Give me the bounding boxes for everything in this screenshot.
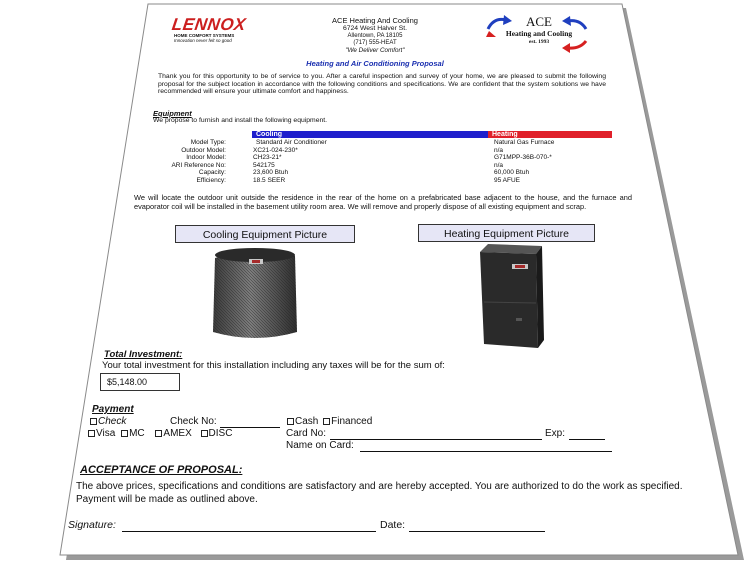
acceptance-heading: ACCEPTANCE OF PROPOSAL: [80, 464, 243, 476]
cooling-picture-label: Cooling Equipment Picture [175, 225, 355, 243]
cooling-header-bar: Cooling [252, 131, 488, 138]
amex-checkbox[interactable] [155, 430, 162, 437]
company-city: Allentown, PA 18105 [347, 32, 403, 39]
check-option[interactable] [90, 416, 126, 427]
company-street: 6724 West Halver St. [342, 25, 408, 32]
card-type-options [88, 428, 232, 439]
cooling-value: 18.5 SEER [253, 176, 286, 184]
company-address [300, 17, 450, 54]
acceptance-text: The above prices, specifications and conditions are satisfactory and are hereby accepted. You are authorized to do the work as specified. Payment will be made as outlined above. [76, 481, 683, 505]
heating-picture-label: Heating Equipment Picture [418, 224, 595, 242]
disc-checkbox[interactable] [201, 430, 208, 437]
name-on-card-label: Name on Card: [286, 440, 354, 451]
equipment-label: Outdoor Model: [181, 146, 226, 154]
heating-values [494, 139, 554, 184]
check-checkbox[interactable] [90, 418, 97, 425]
cooling-value: CH23-21* [253, 154, 282, 161]
heating-value: n/a [494, 146, 504, 154]
proposal-title: Heating and Air Conditioning Proposal [306, 59, 444, 68]
heating-value: Natural Gas Furnace [494, 139, 555, 146]
location-paragraph: We will locate the outdoor unit outside the residence in the rear of the home on a prefabricated base adjacent to the house, and the furnace and evaporator coil will be installed in the basement utility room area. We will remove and properly dispose of all existing equipment and scrap. [134, 193, 632, 211]
ace-badge [484, 15, 594, 53]
visa-checkbox[interactable] [88, 430, 95, 437]
heating-value: G71MPP-36B-070-* [494, 154, 552, 161]
exp-field[interactable] [569, 439, 605, 440]
ace-badge-subtitle: Heating and Cooling [505, 29, 573, 38]
payment-heading: Payment [92, 404, 134, 415]
lennox-tagline-1: HOME COMFORT SYSTEMS [174, 33, 235, 38]
signature-label: Signature: [68, 519, 116, 531]
mc-label: MC [129, 428, 145, 439]
exp-label: Exp: [545, 428, 566, 439]
intro-paragraph: Thank you for this opportunity to be of service to you. After a careful inspection and survey of your home, we are pleased to submit the following proposal for the subject location in accordance with the following conditions and specifications. We are confident that the system solutions we have recommended will ensure your ultimate comfort and happiness. [158, 73, 606, 96]
investment-text: Your total investment for this installation including any taxes will be for the sum of: [102, 360, 445, 371]
check-label: Check [98, 416, 127, 427]
heating-header-bar: Heating [488, 131, 612, 138]
date-label: Date: [380, 519, 406, 531]
date-field[interactable] [409, 531, 545, 532]
lennox-logo [172, 17, 246, 43]
lennox-logo-text: LENNOX [170, 15, 248, 34]
furnace-image [478, 244, 548, 348]
visa-label: Visa [96, 428, 116, 439]
financed-label: Financed [331, 416, 373, 427]
equipment-label: Indoor Model: [186, 154, 226, 161]
name-on-card-field[interactable] [360, 451, 612, 452]
disc-label: DISC [208, 428, 233, 439]
cash-label: Cash [295, 416, 319, 427]
cash-checkbox[interactable] [287, 418, 294, 425]
company-name: ACE Heating And Cooling [332, 16, 418, 25]
equipment-label: ARI Reference No: [171, 161, 226, 169]
signature-field[interactable] [122, 531, 376, 532]
investment-amount: $5,148.00 [107, 377, 148, 387]
equipment-intro: We propose to furnish and install the following equipment. [153, 117, 328, 124]
ace-badge-title: ACE [526, 14, 552, 29]
cooling-value: 23,600 Btuh [253, 169, 289, 176]
cash-option[interactable] [287, 416, 372, 427]
equipment-label: Model Type: [190, 139, 226, 146]
company-motto: "We Deliver Comfort" [345, 46, 405, 54]
equipment-label: Capacity: [198, 169, 226, 176]
card-no-label: Card No: [286, 428, 327, 439]
heating-value: 95 AFUE [494, 176, 521, 184]
equipment-heading: Equipment [153, 109, 192, 118]
heating-value: 60,000 Btuh [494, 169, 530, 176]
equipment-labels [120, 139, 226, 184]
company-phone: (717) 555-HEAT [353, 39, 397, 46]
cooling-values [253, 139, 327, 184]
lennox-tagline-2: Innovation never felt so good [174, 38, 232, 43]
check-no-label: Check No: [170, 416, 217, 427]
investment-heading: Total Investment: [104, 349, 183, 360]
heating-value: n/a [494, 161, 504, 169]
ace-badge-established: est. 1993 [528, 39, 550, 45]
equipment-label: Efficiency: [196, 176, 226, 184]
mc-checkbox[interactable] [121, 430, 128, 437]
cooling-value: 542175 [253, 161, 275, 169]
amex-label: AMEX [163, 428, 192, 439]
financed-checkbox[interactable] [323, 418, 330, 425]
cooling-value: Standard Air Conditioner [256, 139, 327, 146]
air-conditioner-image [205, 246, 305, 344]
cooling-value: XC21-024-230* [253, 146, 298, 154]
investment-amount-box [100, 373, 180, 391]
card-no-field[interactable] [330, 439, 542, 440]
